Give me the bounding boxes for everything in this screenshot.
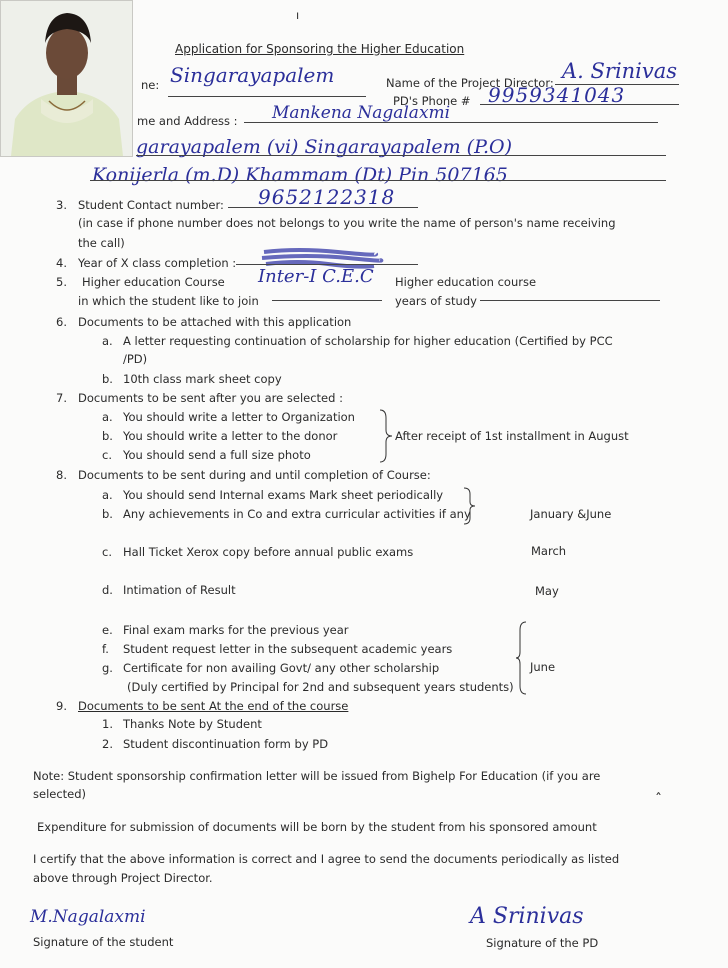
item6-b: 10th class mark sheet copy (123, 372, 282, 386)
course-label: Higher education Course (82, 275, 225, 289)
name-underline (168, 96, 366, 97)
item8-ab-timing: January &June (530, 507, 612, 521)
item8-ab-brace (462, 486, 478, 526)
item6-heading: Documents to be attached with this application (78, 315, 352, 329)
form-title: Application for Sponsoring the Higher Education (175, 42, 465, 56)
x-class-year-underline (236, 264, 418, 265)
address-label: me and Address : (137, 114, 238, 128)
certify-line2: above through Project Director. (33, 871, 213, 885)
item9-1-mark: 1. (102, 717, 113, 731)
pd-phone-underline (480, 104, 679, 105)
item4-number: 4. (56, 256, 67, 270)
item6-a-line1: A letter requesting continuation of scholarship for higher education (Certified by PCC (123, 334, 613, 348)
student-signature: M.Nagalaxmi (30, 907, 146, 927)
item8-c: Hall Ticket Xerox copy before annual public exams (123, 545, 414, 559)
item9-heading: Documents to be sent At the end of the course (78, 699, 349, 713)
item8-g-line2: (Duly certified by Principal for 2nd and subsequent years students) (127, 680, 514, 694)
item7-c: You should send a full size photo (123, 448, 311, 462)
item6-number: 6. (56, 315, 67, 329)
item7-number: 7. (56, 391, 67, 405)
item8-c-mark: c. (102, 545, 112, 559)
item7-a: You should write a letter to Organization (123, 410, 355, 424)
item6-a-line2: /PD) (123, 352, 148, 366)
name-label: ne: (141, 78, 160, 92)
contact-number-value: 9652122318 (258, 185, 396, 209)
expenditure-statement: Expenditure for submission of documents will be born by the student from his sponsored amount (37, 820, 597, 834)
note-line1: Note: Student sponsorship confirmation letter will be issued from Bighelp For Education (if you are (33, 769, 601, 783)
item7-b: You should write a letter to the donor (123, 429, 338, 443)
item8-g: Certificate for non availing Govt/ any other scholarship (123, 661, 440, 675)
item8-d-mark: d. (102, 583, 113, 597)
pd-signature: A Srinivas (470, 904, 584, 929)
item8-f: Student request letter in the subsequent academic years (123, 642, 453, 656)
years-of-study-underline (480, 300, 660, 301)
item6-a-mark: a. (102, 334, 113, 348)
student-signature-label: Signature of the student (33, 935, 174, 949)
item8-e-mark: e. (102, 623, 113, 637)
years-of-study-label: years of study (395, 294, 477, 308)
name-value: Singarayapalem (170, 63, 335, 87)
pd-name-value: A. Srinivas (562, 59, 678, 83)
address-line3: Konijerla (m.D) Khammam (Dt) Pin 507165 (92, 164, 508, 186)
item8-a-mark: a. (102, 488, 113, 502)
item8-heading: Documents to be sent during and until completion of Course: (78, 468, 431, 482)
item9-1: Thanks Note by Student (123, 717, 262, 731)
address-line2: garayapalem (vi) Singarayapalem (P.O) (136, 136, 513, 158)
item7-brace (378, 408, 394, 464)
item8-f-mark: f. (102, 642, 109, 656)
address-underline-2 (136, 155, 666, 156)
item8-e: Final exam marks for the previous year (123, 623, 349, 637)
pd-phone-value: 9959341043 (488, 83, 626, 107)
item7-timing: After receipt of 1st installment in August (395, 429, 629, 443)
item8-efg-timing: June (530, 660, 556, 674)
item8-d-timing: May (535, 584, 559, 598)
contact-note-line2: the call) (78, 236, 125, 250)
higher-education-course-label: Higher education course (395, 275, 537, 289)
item8-b-mark: b. (102, 507, 113, 521)
x-class-year-label: Year of X class completion : (78, 256, 237, 270)
item7-a-mark: a. (102, 410, 113, 424)
item9-number: 9. (56, 699, 67, 713)
address-underline-1 (244, 122, 658, 123)
item9-2-mark: 2. (102, 737, 113, 751)
student-photo (0, 0, 133, 157)
item8-c-timing: March (531, 544, 567, 558)
certify-line1: I certify that the above information is correct and I agree to send the documents periodically as listed (33, 852, 620, 866)
note-line2: selected) (33, 787, 87, 801)
item8-efg-brace (514, 620, 530, 696)
address-underline-3 (90, 180, 666, 181)
top-mark: ı (296, 8, 300, 22)
item8-g-mark: g. (102, 661, 113, 675)
course-value: Inter-I C.E.C (258, 266, 374, 287)
contact-note-line1: (in case if phone number does not belongs to you write the name of person's name receiving (78, 216, 616, 230)
item3-number: 3. (56, 198, 67, 212)
pd-name-label: Name of the Project Director: (386, 76, 554, 90)
item8-number: 8. (56, 468, 67, 482)
item9-2: Student discontinuation form by PD (123, 737, 329, 751)
item5-number: 5. (56, 275, 67, 289)
contact-number-underline (228, 207, 418, 208)
course-join-underline (272, 300, 382, 301)
pd-signature-label: Signature of the PD (486, 936, 599, 950)
stray-mark: ˆ (655, 792, 662, 808)
item6-b-mark: b. (102, 372, 113, 386)
pd-phone-label: PD's Phone # (393, 94, 471, 108)
item7-b-mark: b. (102, 429, 113, 443)
course-join-label: in which the student like to join (78, 294, 259, 308)
student-photo-image (1, 1, 132, 156)
item7-heading: Documents to be sent after you are selected : (78, 391, 343, 405)
item8-d: Intimation of Result (123, 583, 236, 597)
item7-c-mark: c. (102, 448, 112, 462)
address-line1: Mankena Nagalaxmi (272, 103, 451, 123)
item8-a: You should send Internal exams Mark sheet periodically (123, 488, 444, 502)
contact-number-label: Student Contact number: (78, 198, 224, 212)
item8-b: Any achievements in Co and extra curricular activities if any (123, 507, 471, 521)
